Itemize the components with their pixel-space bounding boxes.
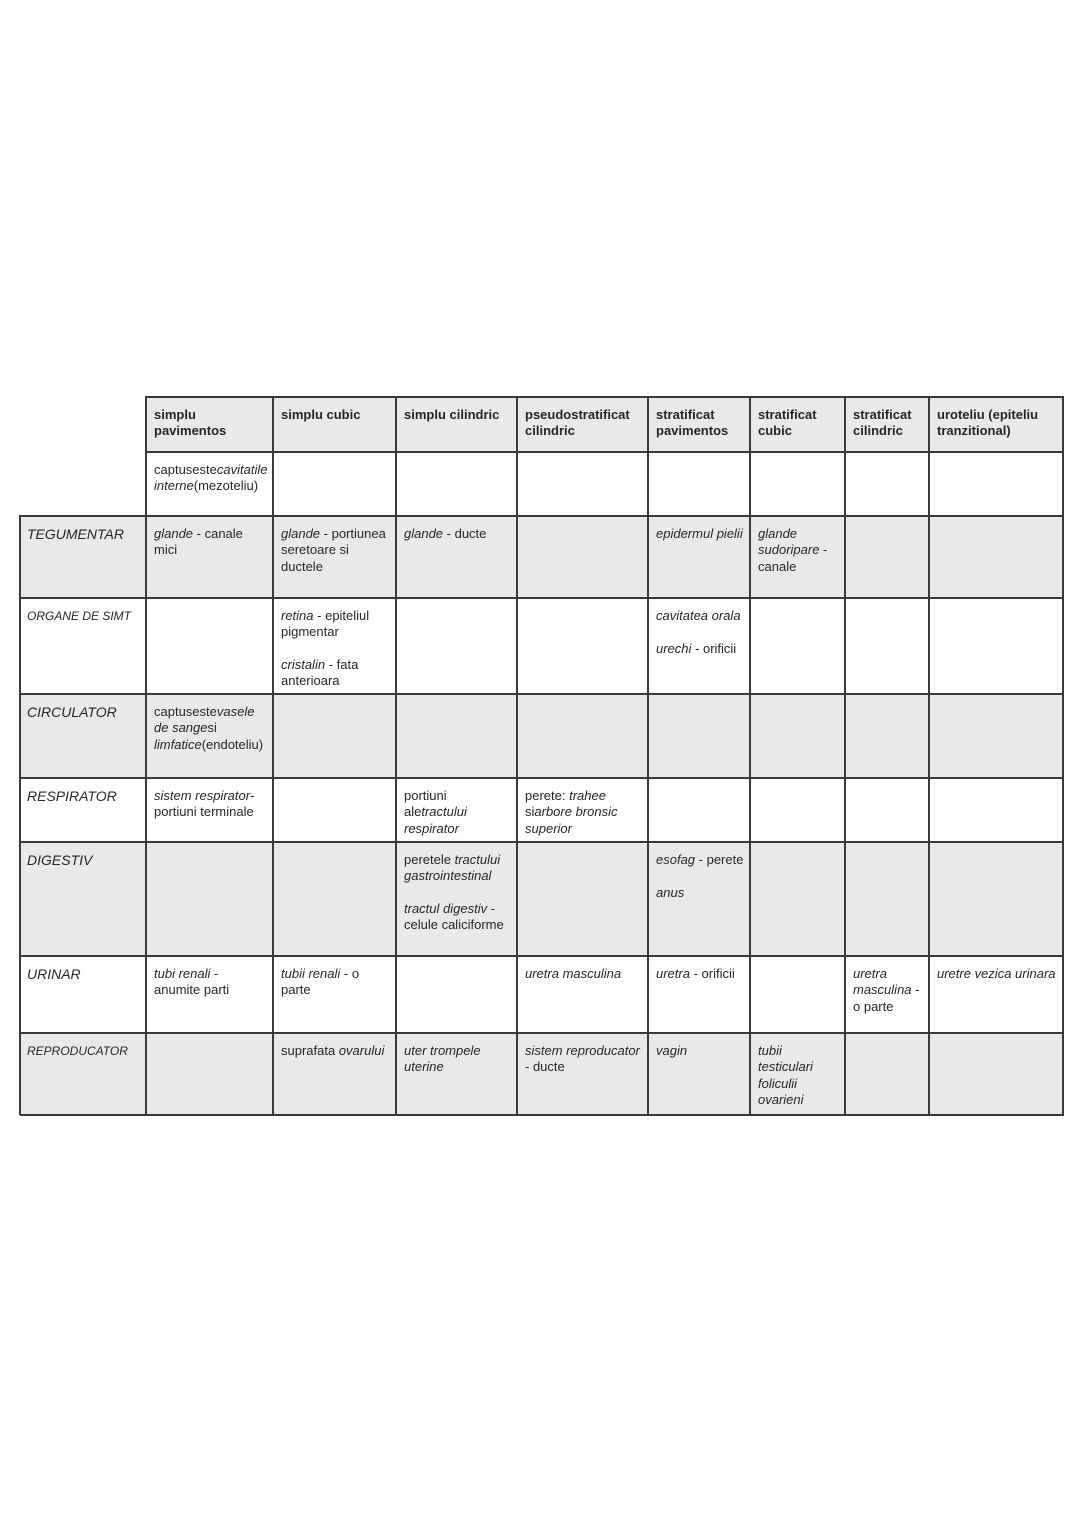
italic-term: glande sudoripare [758,526,820,558]
table-cell [154,526,267,559]
cell-text: - celule caliciforme [404,900,504,933]
italic-term: tractului gastrointestinal [404,852,501,884]
column-header: stratificat cubic [758,407,817,439]
cell-text: captuseste [154,462,217,477]
grid-line-h [20,777,1064,779]
cell-text: si [525,804,535,820]
table-cell [937,966,1057,982]
italic-term: vagin [656,1043,688,1058]
row-label: RESPIRATOR [27,788,117,804]
row-label: TEGUMENTAR [27,526,124,542]
column-header: simplu cubic [281,407,361,422]
cell-text: - orificii [691,640,737,656]
italic-term: tubii testiculari foliculii ovarieni [758,1043,813,1107]
table-cell [404,852,511,933]
cell-text: - perete [698,852,744,867]
cell-text: - ducte [443,526,487,541]
column-header: uroteliu (epiteliu tranzitional) [937,407,1039,439]
italic-term: esofag [656,852,696,867]
cell-text: - o parte [281,966,360,998]
grid-line-h [20,1032,1064,1034]
italic-term: ovarului [335,1043,385,1058]
italic-term: epidermul pielii [656,526,743,541]
cell-text: portiuni ale [404,788,447,820]
cell-text: captuseste [154,704,217,719]
grid-line-v [844,396,846,1115]
italic-term: glande [404,526,444,541]
italic-term: glande [281,526,321,541]
italic-term: uretra masculina [853,966,912,998]
italic-term: trahee [569,788,606,803]
cell-text: (mezoteliu) [193,478,259,494]
grid-line-h [146,451,1064,453]
italic-term: tubii renali [281,966,341,981]
grid-line-v [516,396,518,1115]
row-label: DIGESTIV [27,852,93,868]
table-cell [758,526,839,575]
italic-term: cavitatile interne [154,462,268,494]
table-cell [656,1043,744,1059]
table-cell [404,788,511,837]
grid-line-h [20,955,1064,957]
grid-line-h [146,396,1064,398]
table-cell [281,608,390,689]
table-cell [525,966,642,982]
table-cell [525,788,642,837]
italic-term: cavitatea orala [656,608,741,623]
cell-text: - epiteliul pigmentar [281,608,370,640]
cell-text: si [207,720,217,736]
column-header: simplu pavimentos [154,407,227,439]
table-cell [525,1043,642,1076]
table-cell [154,462,267,495]
table-cell [656,608,744,657]
table-cell [758,1043,839,1108]
column-header: simplu cilindric [404,407,500,422]
row-label: CIRCULATOR [27,704,117,720]
italic-term: tubi renali [154,966,211,981]
column-header: stratificat pavimentos [656,407,729,439]
shaded-band [20,842,1063,956]
grid-line-h [20,841,1064,843]
table-cell [404,526,511,542]
table-cell [656,526,744,542]
table-cell [281,526,390,575]
row-label: REPRODUCATOR [27,1044,128,1058]
grid-line-v [145,396,147,1115]
grid-line-v [1062,396,1064,1115]
italic-term: vasele de sange [154,704,255,736]
cell-text: - orificii [689,966,735,981]
table-cell [154,966,267,999]
italic-term: glande [154,526,194,541]
cell-text: suprafata [281,1043,336,1058]
italic-term: uretra masculina [525,966,622,981]
grid-line-h [20,597,1064,599]
table-cell [656,966,744,982]
cell-text: - o parte [853,982,920,1014]
italic-term: uretre vezica urinara [937,966,1056,981]
grid-line-h [20,515,1064,517]
cell-text: - fata anterioara [281,656,359,689]
grid-line-v [928,396,930,1115]
table-cell [853,966,923,1015]
italic-term: uter trompele uterine [404,1043,481,1075]
row-label: URINAR [27,966,81,982]
italic-term: retina [281,608,314,623]
table-cell [281,966,390,999]
cell-text: - canale mici [154,526,243,558]
table-cell [154,704,267,753]
cell-text: - portiuni terminale [154,788,255,820]
cell-text: - canale [758,542,828,574]
cell-text: perete: [525,788,570,803]
table-cell [154,788,267,821]
table-cell [656,852,744,901]
grid-line-v [272,396,274,1115]
table-cell [281,1043,390,1059]
italic-term: uretra [656,966,690,981]
row-label: ORGANE DE SIMT [27,609,132,623]
grid-line-v [749,396,751,1115]
cell-text: - anumite parti [154,966,230,998]
italic-term: cristalin [281,656,326,672]
grid-line-h [20,1114,1064,1116]
cell-text: peretele [404,852,451,867]
italic-term: arbore bronsic superior [525,804,618,836]
cell-text: (endoteliu) [201,736,264,752]
table-cell [404,1043,511,1076]
italic-term: tractului respirator [404,804,467,836]
column-header: stratificat cilindric [853,407,912,439]
italic-term: urechi [656,640,692,656]
italic-term: tractul digestiv [404,900,488,916]
grid-line-v [647,396,649,1115]
cell-text: - ducte [525,1059,565,1075]
grid-line-v [19,515,21,1115]
cell-text: - portiunea seretoare si ductele [281,526,386,574]
grid-line-v [395,396,397,1115]
italic-term: limfatice [154,736,202,752]
italic-term: sistem respirator [154,788,251,803]
column-header: pseudostratificat cilindric [525,407,630,439]
italic-term: anus [656,884,685,900]
grid-line-h [20,693,1064,695]
italic-term: sistem reproducator [525,1043,640,1058]
